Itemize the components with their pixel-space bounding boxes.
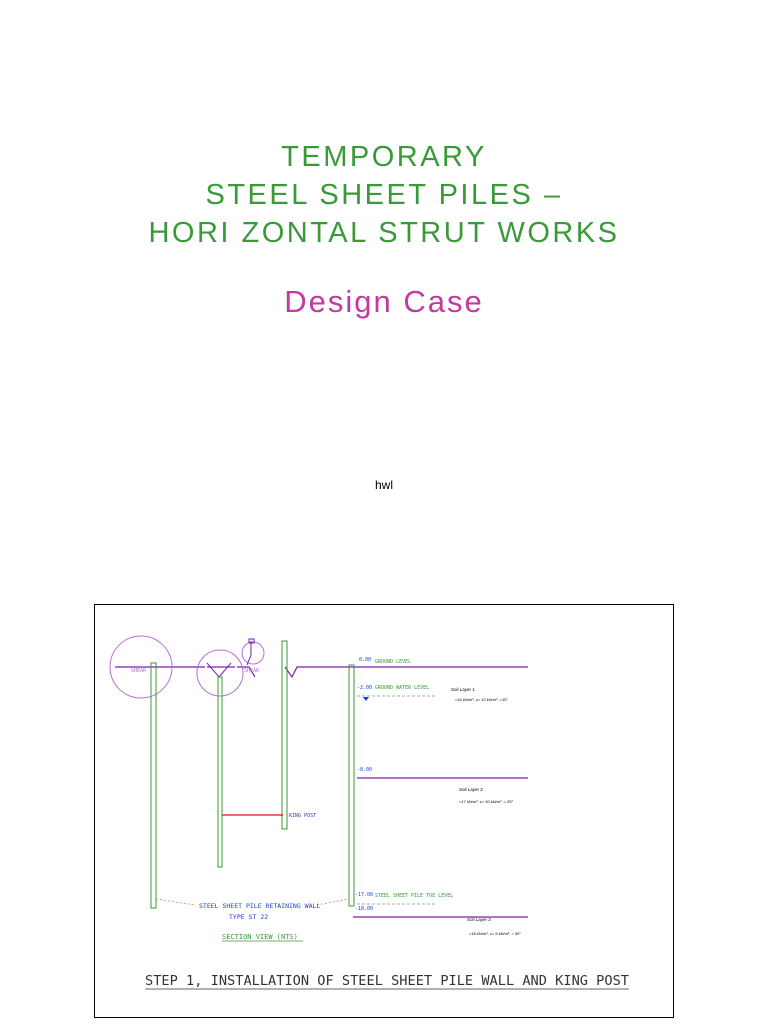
tag-left: SHEAR [131, 668, 147, 674]
author: hwl [374, 478, 393, 492]
level-toe-value: -17.00 [355, 892, 374, 898]
level-boundary-value: -8.00 [357, 767, 373, 773]
soil-layer-3-name: Soil Layer 3 [467, 917, 491, 922]
v-mark [207, 663, 231, 677]
title-block [0, 138, 768, 252]
level-ground-value: 0.00 [359, 657, 372, 663]
level-water-value: -2.00 [357, 685, 373, 691]
wall-type: TYPE ST 22 [229, 913, 269, 921]
marker-symbol [247, 641, 251, 665]
engineering-drawing [94, 604, 674, 1018]
pile-right [349, 665, 354, 906]
title-line-1: TEMPORARY [281, 141, 487, 173]
king-post [218, 677, 222, 867]
title-line-2: STEEL SHEET PILES – [205, 179, 563, 211]
level-water-label: GROUND WATER LEVEL [375, 685, 430, 691]
soil-layer-1-name: Soil Layer 1 [451, 687, 475, 692]
pile-left [151, 663, 156, 908]
level-layer3-value: -18.00 [355, 906, 374, 912]
leader-left [156, 899, 195, 905]
soil-layer-1-props: =16 kN/m³, c= 10 kN/m², =15° [455, 697, 509, 702]
soil-layer-2-name: Soil Layer 2 [459, 787, 483, 792]
step-title: STEP 1, INSTALLATION OF STEEL SHEET PILE WALL AND KING POST [145, 973, 629, 989]
wall-label: STEEL SHEET PILE RETAINING WALL [199, 902, 321, 910]
water-marker [363, 697, 369, 701]
tag-mid: SHEAR [244, 668, 260, 674]
ground-line-right [285, 667, 528, 677]
section-label: SECTION VIEW (NTS) [222, 933, 298, 941]
level-toe-label: STEEL SHEET PILE TOE LEVEL [375, 893, 454, 899]
soil-layer-3-props: =18 kN/m³, c= 5 kN/m², = 30° [469, 931, 521, 936]
leader-right [317, 899, 349, 905]
soil-layer-2-props: =17 kN/m³, c= 30 kN/m², = 25° [459, 799, 514, 804]
title-line-3: HORI ZONTAL STRUT WORKS [148, 217, 620, 249]
detail-circle-3 [242, 642, 264, 664]
level-ground-label: GROUND LEVEL [375, 659, 412, 665]
subtitle: Design Case [284, 284, 484, 319]
king-post-label: KING POST [289, 813, 317, 819]
detail-circle-2 [197, 650, 243, 696]
drawing-canvas [95, 605, 673, 1017]
